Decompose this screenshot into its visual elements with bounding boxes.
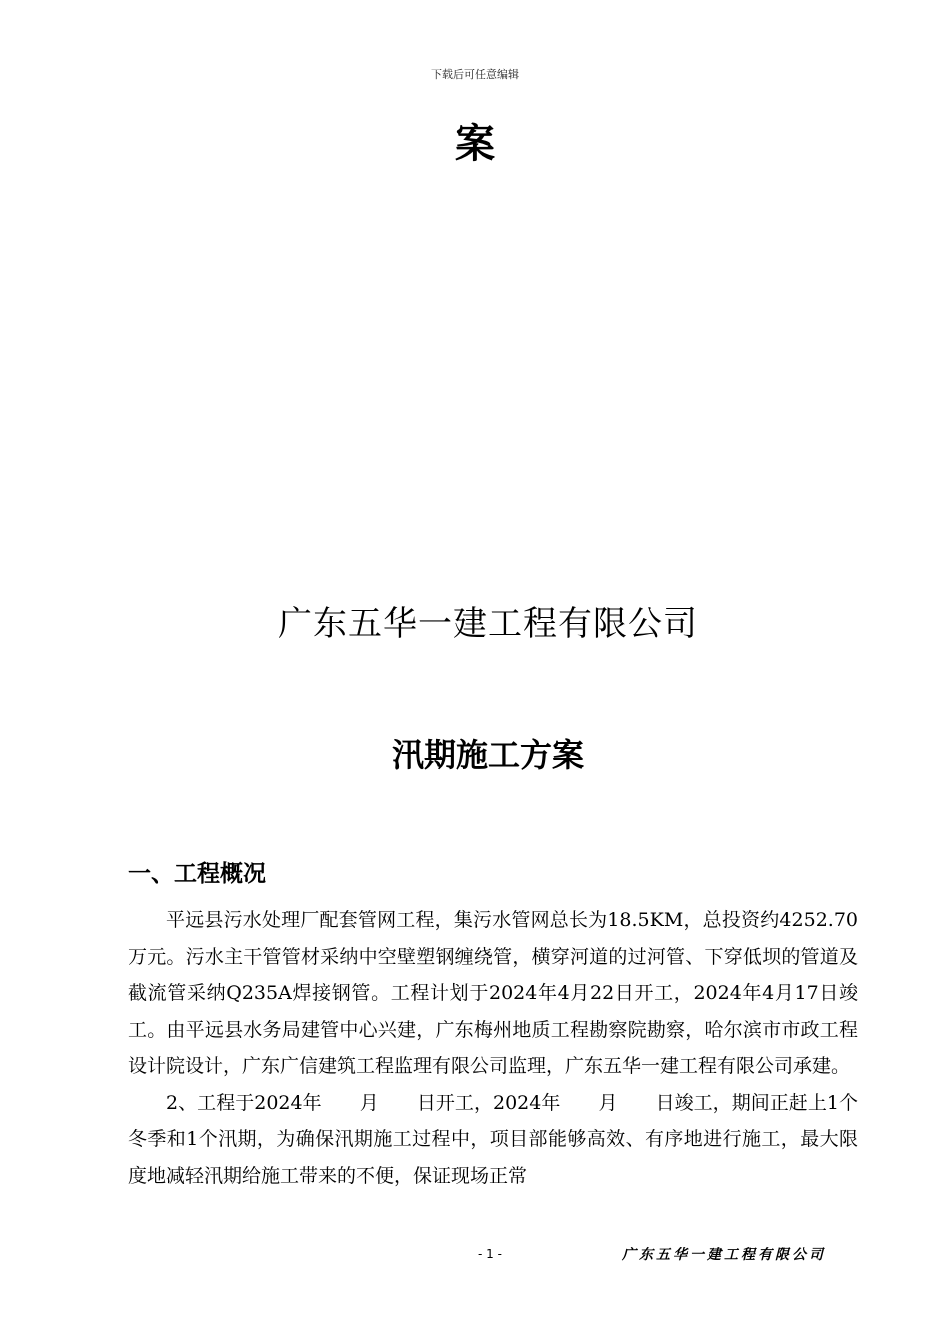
section-body (128, 902, 858, 1194)
paragraph: 平远县污水处理厂配套管网工程，集污水管网总长为18.5KM，总投资约4252.70万元。污水主干管管材采纳中空壁塑钢缠绕管，横穿河道的过河管、下穿低坝的管道及截流管采纳Q235A焊接钢管。工程计划于2024年4月22日开工，2024年4月17日竣工。由平远县水务局建管中心兴建，广东梅州地质工程勘察院勘察，哈尔滨市市政工程设计院设计，广东广信建筑工程监理有限公司监理，广东五华一建工程有限公司承建。 (128, 909, 858, 1077)
section-heading-overview: 一、工程概况 (128, 861, 266, 887)
footer-company: 广东五华一建工程有限公司 (622, 1247, 826, 1263)
document-title: 汛期施工方案 (391, 736, 584, 774)
cover-top-character: 案 (455, 121, 495, 167)
paragraph: 2、工程于2024年 月 日开工，2024年 月 日竣工，期间正赶上1个冬季和1个汛期，为确保汛期施工过程中，项目部能够高效、有序地进行施工，最大限度地减轻汛期给施工带来的不便，保证现场正常 (128, 1091, 858, 1187)
header-note: 下载后可任意编辑 (431, 68, 519, 81)
company-title: 广东五华一建工程有限公司 (278, 604, 698, 644)
page-number: - 1 - (478, 1247, 502, 1261)
